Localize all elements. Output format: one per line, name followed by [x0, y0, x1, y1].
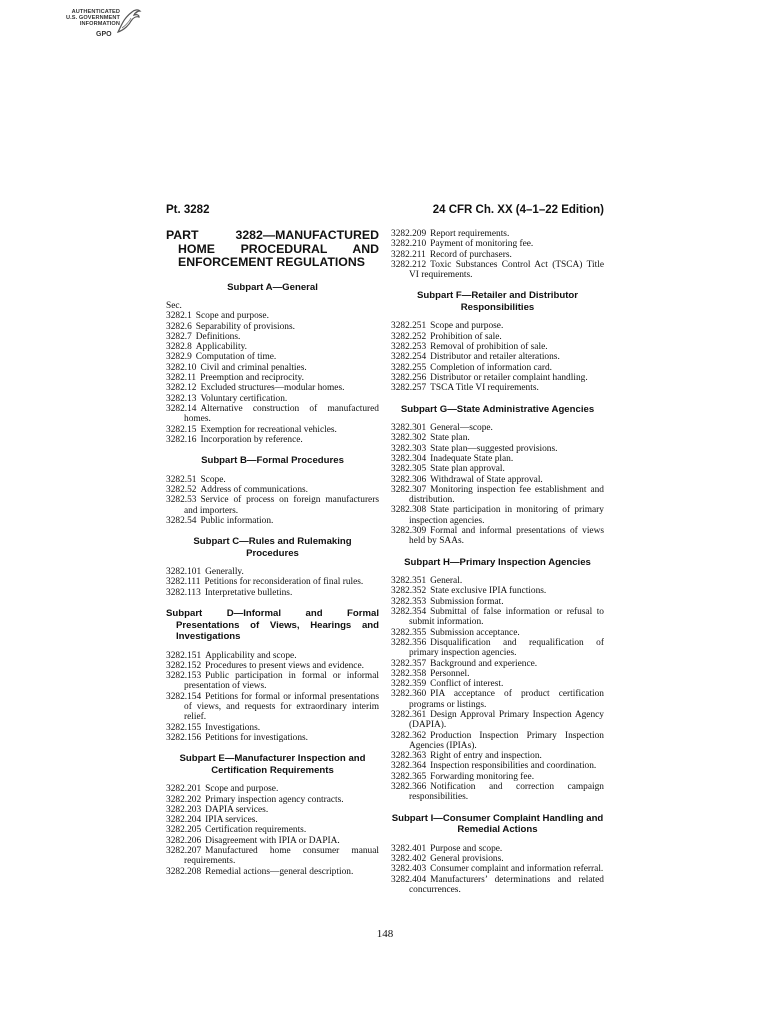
section-number: 3282.358 [391, 668, 427, 679]
toc-entry [391, 864, 604, 874]
section-number: 3282.152 [166, 660, 202, 671]
section-number: 3282.355 [391, 627, 427, 638]
toc-entry [391, 352, 604, 362]
section-number: 3282.209 [391, 229, 427, 239]
section-title: Forwarding monitoring fee. [430, 771, 535, 782]
section-title: PIA acceptance of product certification programs or listings. [409, 689, 604, 710]
section-title: Purpose and scope. [430, 843, 503, 854]
section-number: 3282.6 [166, 321, 192, 332]
section-title: General provisions. [430, 853, 504, 864]
toc-entry [391, 363, 604, 373]
subpart-heading: Subpart B—Formal Procedures [201, 455, 344, 467]
toc-entry [391, 669, 604, 679]
section-title: Toxic Substances Control Act (TSCA) Title VI requirements. [409, 259, 604, 281]
section-title: Separability of provisions. [195, 321, 295, 332]
section-title: State plan—suggested provisions. [430, 443, 558, 454]
section-number: 3282.212 [391, 259, 427, 270]
toc-entry [166, 867, 379, 877]
section-label: Sec. [166, 301, 182, 311]
page-number: 148 [376, 928, 394, 940]
section-title: Civil and criminal penalties. [200, 362, 307, 373]
subpart-heading: Subpart A—General [227, 281, 318, 293]
section-title: Completion of information card. [430, 362, 553, 373]
toc-entry [166, 352, 379, 362]
toc-entry [391, 464, 604, 474]
toc-entry [391, 239, 604, 249]
toc-entry [391, 689, 604, 710]
section-number: 3282.251 [391, 321, 427, 332]
section-number: 3282.353 [391, 596, 427, 607]
section-number: 3282.306 [391, 474, 427, 485]
logo-gpo: GPO [96, 31, 112, 38]
section-title: General—scope. [430, 423, 493, 434]
toc-entry [166, 836, 379, 846]
section-number: 3282.8 [166, 342, 192, 353]
toc-entry [166, 475, 379, 485]
section-number: 3282.360 [391, 689, 427, 700]
logo-line-2: U.S. GOVERNMENT [65, 15, 120, 22]
section-title: Disqualification and requalification of primary inspection agencies. [409, 637, 604, 659]
section-number: 3282.1 [166, 311, 192, 322]
section-number: 3282.252 [391, 331, 427, 342]
section-number: 3282.10 [166, 362, 197, 373]
toc-entry [166, 311, 379, 321]
section-number: 3282.253 [391, 342, 427, 353]
section-number: 3282.305 [391, 464, 427, 475]
section-title: Investigations. [205, 722, 261, 733]
section-title: Address of communications. [200, 484, 309, 495]
toc-entry [391, 423, 604, 433]
section-number: 3282.204 [166, 815, 202, 826]
toc-entry [166, 394, 379, 404]
toc-entry [166, 516, 379, 526]
section-title: Public participation in formal or informal presentation of views. [184, 671, 379, 692]
section-title: Primary inspection agency contracts. [205, 794, 344, 805]
logo-line-1: AUTHENTICATED [71, 9, 120, 15]
section-number: 3282.51 [166, 474, 197, 485]
section-title: Distributor and retailer alterations. [430, 352, 560, 363]
toc-entry [391, 679, 604, 689]
section-title: Petitions for investigations. [205, 732, 309, 743]
toc-entry [391, 505, 604, 526]
logo-line-3: INFORMATION [79, 21, 120, 28]
subpart-heading: Subpart D—Informal and Formal Presentations of Views, Hearings and Investigations [166, 608, 379, 643]
section-title: Design Approval Primary Inspection Agency (DAPIA). [409, 709, 604, 731]
section-number: 3282.309 [391, 526, 427, 537]
section-title: Withdrawal of State approval. [430, 474, 543, 485]
section-number: 3282.206 [166, 835, 202, 846]
section-number: 3282.211 [391, 249, 426, 260]
toc-entry [166, 651, 379, 661]
toc-entry [166, 588, 379, 598]
section-title: IPIA services. [205, 815, 258, 826]
section-title: Interpretative bulletins. [204, 587, 293, 598]
section-title: State plan approval. [430, 464, 505, 475]
section-number: 3282.366 [391, 782, 427, 793]
section-number: 3282.12 [166, 383, 197, 394]
subpart-heading: Subpart E—Manufacturer Inspection and Certification Requirements [179, 753, 366, 776]
toc-entry [391, 250, 604, 260]
toc-entry [391, 433, 604, 443]
section-number: 3282.156 [166, 732, 202, 743]
section-number: 3282.13 [166, 393, 197, 404]
section-title: Monitoring inspection fee establishment and distribution. [409, 484, 604, 506]
toc-entry [166, 692, 379, 723]
section-title: State exclusive IPIA functions. [430, 586, 547, 597]
toc-entry [391, 383, 604, 393]
toc-entry [166, 332, 379, 342]
toc-entry [166, 577, 379, 587]
section-title: Removal of prohibition of sale. [430, 342, 548, 353]
section-title: Inspection responsibilities and coordination. [430, 761, 597, 772]
toc-entry [166, 363, 379, 373]
section-number: 3282.201 [166, 784, 202, 795]
section-number: 3282.9 [166, 352, 192, 363]
toc-entry [166, 733, 379, 743]
toc-entry [391, 342, 604, 352]
section-title: Consumer complaint and information referral. [430, 864, 604, 875]
toc-entry [391, 229, 604, 239]
section-title: Formal and informal presentations of views held by SAAs. [409, 526, 604, 547]
section-title: State participation in monitoring of primary inspection agencies. [409, 505, 604, 526]
section-number: 3282.301 [391, 423, 427, 434]
section-title: Remedial actions—general description. [205, 866, 354, 877]
subpart-heading: Subpart C—Rules and Rulemaking Procedures [193, 536, 352, 559]
toc-entry [166, 723, 379, 733]
toc-entry [391, 586, 604, 596]
section-number: 3282.365 [391, 771, 427, 782]
toc-entry [391, 454, 604, 464]
section-number: 3282.151 [166, 650, 202, 661]
toc-entry [391, 638, 604, 659]
toc-entry [391, 321, 604, 331]
section-title: Manufactured home consumer manual requirements. [184, 845, 379, 867]
toc-entry [166, 661, 379, 671]
section-title: Preemption and reciprocity. [200, 373, 304, 384]
section-title: Scope and purpose. [195, 311, 269, 322]
section-title: Incorporation by reference. [200, 434, 303, 445]
section-title: Payment of monitoring fee. [430, 239, 534, 250]
section-number: 3282.364 [391, 761, 427, 772]
section-title: Alternative construction of manufactured homes. [184, 403, 379, 425]
eagle-icon [114, 6, 142, 36]
toc-entry [166, 404, 379, 425]
toc-entry [391, 772, 604, 782]
section-number: 3282.255 [391, 362, 427, 373]
section-number: 3282.155 [166, 722, 202, 733]
section-number: 3282.352 [391, 586, 427, 597]
section-title: Scope. [200, 474, 226, 485]
toc-entry [166, 846, 379, 867]
toc-entry [391, 844, 604, 854]
section-title: Petitions for formal or informal presentations of views, and requests for extraordinary interim relief. [184, 691, 379, 723]
section-number: 3282.302 [391, 433, 427, 444]
section-title: Disagreement with IPIA or DAPIA. [205, 835, 340, 846]
toc-entry [166, 567, 379, 577]
section-number: 3282.205 [166, 825, 202, 836]
section-title: Record of purchasers. [429, 249, 512, 260]
toc-entry [391, 854, 604, 864]
authenticated-gpo-logo [58, 6, 148, 46]
toc-entry [166, 435, 379, 445]
section-number: 3282.11 [166, 373, 197, 384]
section-number: 3282.307 [391, 484, 427, 495]
section-number: 3282.304 [391, 453, 427, 464]
section-title: TSCA Title VI requirements. [430, 383, 539, 394]
section-number: 3282.363 [391, 751, 427, 762]
section-number: 3282.256 [391, 372, 427, 383]
toc-entry [166, 425, 379, 435]
toc-entry [166, 815, 379, 825]
section-title: Scope and purpose. [205, 784, 279, 795]
toc-entry [391, 260, 604, 281]
section-title: Service of process on foreign manufacturers and importers. [184, 495, 379, 516]
section-title: Manufacturers’ determinations and related concurrences. [409, 874, 604, 895]
section-title: DAPIA services. [205, 804, 269, 815]
toc-entry [166, 322, 379, 332]
section-number: 3282.14 [166, 403, 197, 414]
section-number: 3282.404 [391, 874, 427, 885]
section-title: Applicability and scope. [205, 650, 297, 661]
section-number: 3282.359 [391, 679, 427, 690]
section-number: 3282.257 [391, 383, 427, 394]
section-title: Excluded structures—modular homes. [200, 383, 345, 394]
left-column [166, 229, 379, 877]
subpart-heading: Subpart H—Primary Inspection Agencies [404, 556, 591, 568]
toc-entry [166, 495, 379, 516]
toc-entry [391, 659, 604, 669]
toc-entry [391, 576, 604, 586]
section-title: Certification requirements. [205, 825, 307, 836]
section-title: General. [430, 576, 463, 587]
toc-entry [391, 628, 604, 638]
running-header-part: Pt. 3282 [166, 204, 210, 216]
section-number: 3282.210 [391, 239, 427, 250]
section-title: Report requirements. [430, 229, 510, 239]
toc-entry [166, 805, 379, 815]
toc-entry [166, 795, 379, 805]
part-title: PART 3282—MANUFACTURED HOME PROCEDURAL AND ENFORCEMENT REGULATIONS [166, 228, 379, 269]
section-number: 3282.52 [166, 484, 197, 495]
section-number: 3282.361 [391, 709, 427, 720]
section-number: 3282.203 [166, 804, 202, 815]
toc-entry [391, 332, 604, 342]
section-title: Voluntary certification. [200, 393, 288, 404]
toc-entry [391, 751, 604, 761]
section-number: 3282.402 [391, 853, 427, 864]
section-number: 3282.202 [166, 794, 202, 805]
toc-entry [391, 731, 604, 752]
section-title: Submission format. [430, 596, 504, 607]
toc-entry [166, 784, 379, 794]
subpart-heading: Subpart I—Consumer Complaint Handling and Remedial Actions [391, 812, 604, 836]
logo-text [58, 9, 120, 28]
section-title: Submittal of false information or refusal to submit information. [409, 607, 604, 628]
toc-entry [391, 761, 604, 771]
section-title: Exemption for recreational vehicles. [200, 424, 337, 435]
section-number: 3282.54 [166, 515, 197, 526]
section-title: Personnel. [430, 668, 470, 679]
section-number: 3282.357 [391, 658, 427, 669]
toc-entry [166, 383, 379, 393]
toc-entry [391, 782, 604, 803]
section-title: Computation of time. [195, 352, 277, 363]
section-number: 3282.15 [166, 424, 197, 435]
section-title: Definitions. [195, 331, 241, 342]
section-title: Submission acceptance. [430, 627, 520, 638]
toc-entry [166, 485, 379, 495]
section-title: Background and experience. [430, 658, 538, 669]
section-title: Distributor or retailer complaint handling. [430, 372, 588, 383]
toc-entry [391, 373, 604, 383]
section-title: Scope and purpose. [430, 321, 504, 332]
section-title: Generally. [205, 567, 244, 578]
section-number: 3282.111 [166, 577, 201, 588]
section-title: Right of entry and inspection. [430, 751, 542, 762]
section-number: 3282.303 [391, 443, 427, 454]
toc-entry [391, 597, 604, 607]
section-number: 3282.53 [166, 495, 197, 506]
section-number: 3282.351 [391, 576, 427, 587]
section-number: 3282.208 [166, 866, 202, 877]
section-number: 3282.354 [391, 607, 427, 618]
toc-entry [391, 444, 604, 454]
section-number: 3282.16 [166, 434, 197, 445]
section-number: 3282.113 [166, 587, 201, 598]
section-number: 3282.207 [166, 845, 202, 856]
toc-entry [391, 875, 604, 896]
section-title: Procedures to present views and evidence. [205, 660, 364, 671]
toc-entry [166, 342, 379, 352]
section-number: 3282.254 [391, 352, 427, 363]
section-number: 3282.101 [166, 567, 202, 578]
section-number: 3282.154 [166, 691, 202, 702]
section-number: 3282.153 [166, 671, 202, 682]
toc-entry [391, 710, 604, 731]
section-number: 3282.308 [391, 505, 427, 516]
section-title: Petitions for reconsideration of final rules. [204, 577, 364, 588]
subpart-heading: Subpart F—Retailer and Distributor Responsibilities [417, 290, 578, 313]
section-title: Applicability. [195, 342, 247, 353]
section-number: 3282.401 [391, 843, 427, 854]
toc-entry [391, 485, 604, 506]
running-header-edition: 24 CFR Ch. XX (4–1–22 Edition) [432, 204, 604, 216]
toc-entry [391, 607, 604, 628]
section-number: 3282.403 [391, 864, 427, 875]
section-title: State plan. [430, 433, 470, 444]
section-title: Public information. [200, 515, 274, 526]
section-number: 3282.7 [166, 331, 192, 342]
section-title: Notification and correction campaign responsibilities. [409, 782, 604, 803]
toc-entry [166, 671, 379, 692]
section-title: Prohibition of sale. [430, 331, 502, 342]
subpart-heading: Subpart G—State Administrative Agencies [400, 403, 595, 415]
section-title: Inadequate State plan. [430, 453, 514, 464]
section-title: Conflict of interest. [430, 679, 504, 690]
section-number: 3282.356 [391, 637, 427, 648]
toc-entry [391, 475, 604, 485]
section-number: 3282.362 [391, 730, 427, 741]
toc-entry [391, 526, 604, 547]
toc-entry [166, 825, 379, 835]
toc-entry [166, 373, 379, 383]
right-column [391, 229, 604, 895]
section-title: Production Inspection Primary Inspection Agencies (IPIAs). [409, 730, 604, 751]
